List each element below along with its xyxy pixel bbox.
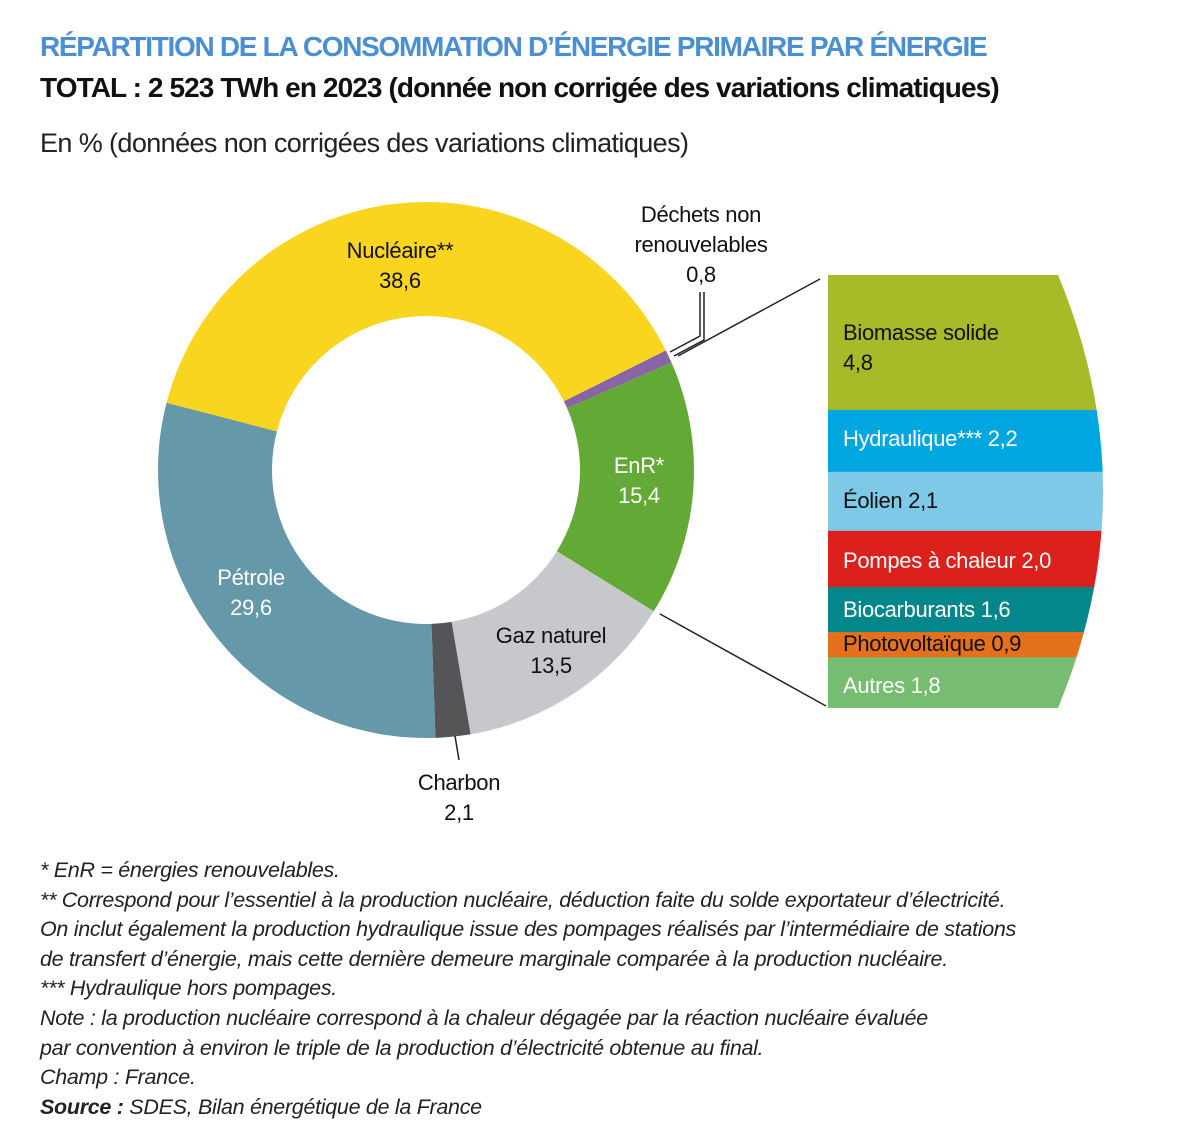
- segment-value: 2,1: [908, 488, 938, 513]
- segment-value: 2,2: [987, 426, 1018, 451]
- footnote-line: Note : la production nucléaire correspond à la chaleur dégagée par la réaction nucléaire évaluée: [40, 1005, 928, 1030]
- segment-label-biomasse: [843, 318, 999, 378]
- slice-value: 29,6: [230, 595, 272, 620]
- chart-subtitle: TOTAL : 2 523 TWh en 2023 (donnée non corrigée des variations climatiques): [40, 72, 999, 103]
- footnote-line: par convention à environ le triple de la production d’électricité obtenue au final.: [40, 1035, 764, 1060]
- segment-name: Éolien: [843, 488, 903, 513]
- unit-label: En % (données non corrigées des variations climatiques): [40, 128, 689, 158]
- segment-value: 0,9: [991, 631, 1022, 656]
- slice-label-charbon: [418, 768, 500, 828]
- enr-connector-bottom: [660, 614, 826, 706]
- segment-label-eolien: [843, 486, 938, 516]
- chart-title: RÉPARTITION DE LA CONSOMMATION D’ÉNERGIE PRIMAIRE PAR ÉNERGIE: [40, 31, 987, 62]
- source-text: SDES, Bilan énergétique de la France: [123, 1094, 482, 1119]
- charbon-leader-line: [455, 736, 459, 760]
- segment-value: 1,6: [980, 597, 1011, 622]
- segment-value: 2,0: [1021, 548, 1052, 573]
- segment-label-pompes: [843, 546, 1051, 576]
- slice-label-petrole: [217, 563, 285, 623]
- slice-name: Pétrole: [217, 565, 285, 590]
- segment-label-autres: [843, 671, 940, 701]
- slice-name: Charbon: [417, 770, 501, 795]
- segment-name: Hydraulique***: [843, 426, 982, 451]
- slice-value: 38,6: [379, 268, 421, 293]
- segment-label-photovoltaique: [843, 629, 1021, 659]
- dechets-leader-line: [670, 292, 700, 352]
- segment-name: Biocarburants: [843, 597, 975, 622]
- slice-value: 0,8: [686, 262, 716, 287]
- slice-name: Déchets non: [640, 202, 762, 227]
- slice-label-nucleaire: [347, 236, 454, 296]
- slice-name: Gaz naturel: [495, 623, 607, 648]
- slice-label-dechets: [634, 200, 767, 290]
- footnote-line: ** Correspond pour l’essentiel à la production nucléaire, déduction faite du solde exportateur d’électricité.: [40, 887, 1006, 912]
- segment-name: Autres: [843, 673, 905, 698]
- source-label: Source :: [40, 1094, 124, 1119]
- segment-label-biocarburants: [843, 595, 1010, 625]
- segment-name: Biomasse solide: [843, 320, 999, 345]
- slice-label-gaz: [496, 621, 606, 681]
- footnote-line: de transfert d’énergie, mais cette dernière demeure marginale comparée à la production nucléaire.: [40, 946, 948, 971]
- segment-name: Photovoltaïque: [843, 631, 986, 656]
- slice-name-2: renouvelables: [634, 232, 768, 257]
- segment-value: 4,8: [843, 350, 873, 375]
- segment-label-hydraulique: [843, 424, 1017, 454]
- donut-slice-pétrole: [158, 403, 435, 738]
- footnotes: [40, 856, 1016, 1122]
- footnote-line: On inclut également la production hydraulique issue des pompages réalisés par l’intermédiaire de stations: [40, 917, 1016, 942]
- slice-value: 2,1: [444, 800, 474, 825]
- slice-label-enr: [614, 451, 664, 511]
- slice-name: Nucléaire**: [346, 238, 454, 263]
- segment-value: 1,8: [910, 673, 941, 698]
- segment-name: Pompes à chaleur: [843, 548, 1016, 573]
- slice-value: 15,4: [618, 483, 660, 508]
- slice-name: EnR*: [613, 453, 665, 478]
- footnote-line: Champ : France.: [40, 1065, 196, 1090]
- footnote-line: * EnR = énergies renouvelables.: [40, 858, 340, 882]
- source-line: [40, 1093, 1016, 1123]
- slice-value: 13,5: [530, 653, 572, 678]
- footnote-line: *** Hydraulique hors pompages.: [40, 976, 337, 1001]
